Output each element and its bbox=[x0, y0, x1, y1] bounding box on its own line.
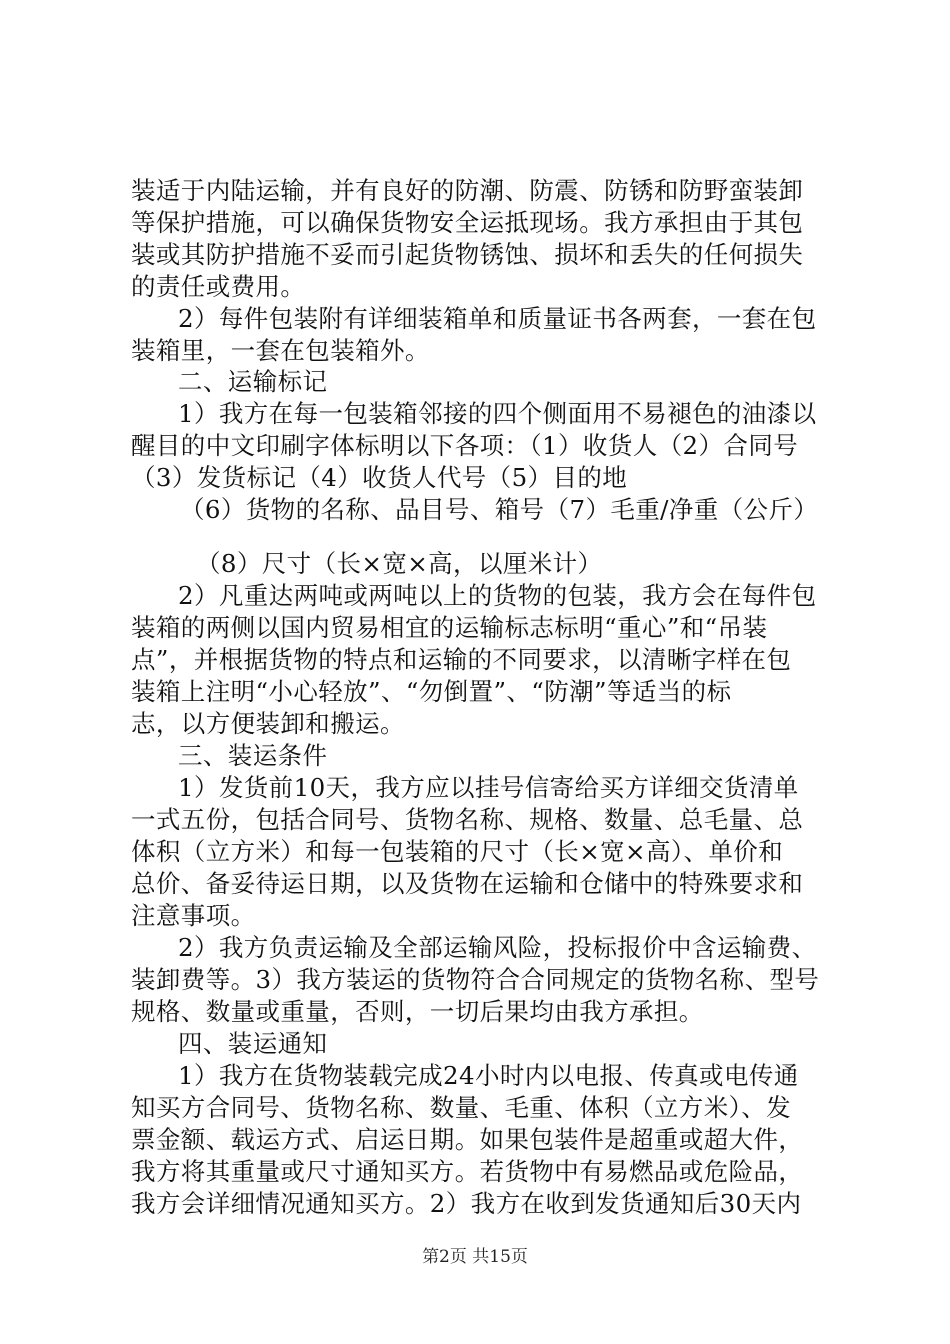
section-heading: 四、装运通知 bbox=[178, 1029, 328, 1058]
text-line: （8）尺寸（长×宽×高，以厘米计） bbox=[196, 549, 603, 578]
text-line: 装箱上注明“小心轻放”、“勿倒置”、“防潮”等适当的标 bbox=[131, 677, 732, 706]
text-line: 1）发货前10天，我方应以挂号信寄给买方详细交货清单 bbox=[178, 773, 799, 802]
page-number: 第2页 共15页 bbox=[422, 1247, 528, 1267]
text-line: 装适于内陆运输，并有良好的防潮、防震、防锈和防野蛮装卸 bbox=[131, 176, 804, 205]
text-line: 我方会详细情况通知买方。2）我方在收到发货通知后30天内 bbox=[131, 1189, 802, 1218]
text-line: 装卸费等。3）我方装运的货物符合合同规定的货物名称、型号 bbox=[131, 965, 820, 994]
text-line: 2）每件包装附有详细装箱单和质量证书各两套，一套在包 bbox=[178, 304, 817, 333]
text-line: 装箱里，一套在包装箱外。 bbox=[131, 336, 430, 365]
text-line: 1）我方在每一包装箱邻接的四个侧面用不易褪色的油漆以 bbox=[178, 399, 817, 428]
text-line: 2）我方负责运输及全部运输风险，投标报价中含运输费、 bbox=[178, 933, 817, 962]
section-heading: 二、运输标记 bbox=[178, 367, 328, 396]
text-line: 装或其防护措施不妥而引起货物锈蚀、损坏和丢失的任何损失 bbox=[131, 240, 804, 269]
section-heading: 三、装运条件 bbox=[178, 741, 328, 770]
text-line: 注意事项。 bbox=[131, 901, 256, 930]
text-line: 票金额、载运方式、启运日期。如果包装件是超重或超大件， bbox=[131, 1125, 804, 1154]
text-line: 装箱的两侧以国内贸易相宜的运输标志标明“重心”和“吊装 bbox=[131, 613, 768, 642]
text-line: 我方将其重量或尺寸通知买方。若货物中有易燃品或危险品， bbox=[131, 1157, 804, 1186]
text-line: （3）发货标记（4）收货人代号（5）目的地 bbox=[131, 463, 628, 492]
text-line: 体积（立方米）和每一包装箱的尺寸（长×宽×高）、单价和 bbox=[131, 837, 784, 866]
text-line: 一式五份，包括合同号、货物名称、规格、数量、总毛量、总 bbox=[131, 805, 804, 834]
text-line: 志，以方便装卸和搬运。 bbox=[131, 709, 405, 738]
text-line: 的责任或费用。 bbox=[131, 272, 306, 301]
text-line: 点”，并根据货物的特点和运输的不同要求，以清晰字样在包 bbox=[131, 645, 792, 674]
text-line: 等保护措施，可以确保货物安全运抵现场。我方承担由于其包 bbox=[131, 208, 804, 237]
text-line: （6）货物的名称、品目号、箱号（7）毛重/净重（公斤） bbox=[180, 495, 819, 524]
text-line: 知买方合同号、货物名称、数量、毛重、体积（立方米）、发 bbox=[131, 1093, 792, 1122]
text-line: 2）凡重达两吨或两吨以上的货物的包装，我方会在每件包 bbox=[178, 581, 817, 610]
text-line: 总价、备妥待运日期，以及货物在运输和仓储中的特殊要求和 bbox=[131, 869, 804, 898]
text-line: 1）我方在货物装载完成24小时内以电报、传真或电传通 bbox=[178, 1061, 799, 1090]
text-line: 醒目的中文印刷字体标明以下各项：（1）收货人（2）合同号 bbox=[131, 431, 799, 460]
text-line: 规格、数量或重量，否则，一切后果均由我方承担。 bbox=[131, 997, 704, 1026]
